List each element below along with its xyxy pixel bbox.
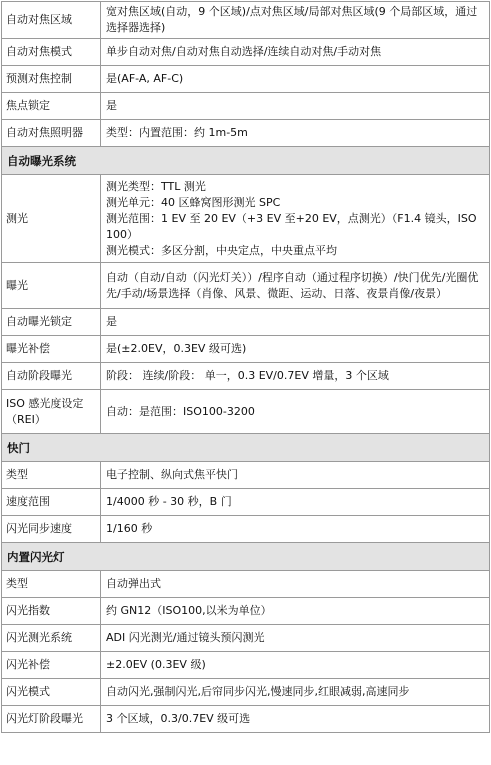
spec-table-body bbox=[2, 2, 490, 733]
spec-value: 类型：内置范围：约 1m-5m bbox=[101, 120, 490, 147]
spec-value: 自动：是范围：ISO100-3200 bbox=[101, 390, 490, 434]
spec-row bbox=[2, 625, 490, 652]
spec-row bbox=[2, 652, 490, 679]
spec-label: 自动对焦照明器 bbox=[2, 120, 101, 147]
spec-label: 自动对焦区域 bbox=[2, 2, 101, 39]
spec-value: 电子控制、纵向式焦平快门 bbox=[101, 462, 490, 489]
spec-row bbox=[2, 462, 490, 489]
section-header-row bbox=[2, 434, 490, 462]
spec-label: 预测对焦控制 bbox=[2, 66, 101, 93]
section-title: 内置闪光灯 bbox=[2, 543, 490, 571]
spec-value: 约 GN12（ISO100,以米为单位） bbox=[101, 598, 490, 625]
spec-value: 是(±2.0EV，0.3EV 级可选) bbox=[101, 336, 490, 363]
spec-label: 自动对焦模式 bbox=[2, 39, 101, 66]
spec-label: 闪光灯阶段曝光 bbox=[2, 706, 101, 733]
spec-label: 测光 bbox=[2, 175, 101, 263]
spec-value-line: 测光类型：TTL 测光 bbox=[106, 179, 206, 193]
spec-value-line: 测光范围：1 EV 至 20 EV（+3 EV 至+20 EV，点测光）（F1.4 镜头，ISO 100） bbox=[106, 211, 477, 241]
spec-value: 是 bbox=[101, 93, 490, 120]
spec-label: 闪光同步速度 bbox=[2, 516, 101, 543]
spec-row bbox=[2, 309, 490, 336]
spec-table bbox=[1, 1, 490, 733]
spec-row bbox=[2, 598, 490, 625]
spec-label: 曝光 bbox=[2, 263, 101, 309]
spec-value: 阶段： 连续/阶段： 单一，0.3 EV/0.7EV 增量，3 个区域 bbox=[101, 363, 490, 390]
spec-row bbox=[2, 120, 490, 147]
spec-value bbox=[101, 175, 490, 263]
section-title: 自动曝光系统 bbox=[2, 147, 490, 175]
spec-row bbox=[2, 336, 490, 363]
spec-row bbox=[2, 39, 490, 66]
spec-value: 是(AF-A, AF-C) bbox=[101, 66, 490, 93]
spec-label: 类型 bbox=[2, 462, 101, 489]
spec-value: ADI 闪光测光/通过镜头预闪测光 bbox=[101, 625, 490, 652]
spec-value: 宽对焦区域(自动，9 个区域)/点对焦区域/局部对焦区域(9 个局部区域，通过选择器选择) bbox=[101, 2, 490, 39]
spec-row bbox=[2, 66, 490, 93]
spec-label: 闪光指数 bbox=[2, 598, 101, 625]
spec-value: ±2.0EV (0.3EV 级) bbox=[101, 652, 490, 679]
spec-value: 自动闪光,强制闪光,后帘同步闪光,慢速同步,红眼减弱,高速同步 bbox=[101, 679, 490, 706]
spec-value: 自动弹出式 bbox=[101, 571, 490, 598]
spec-value-line: 测光模式：多区分割，中央定点，中央重点平均 bbox=[106, 243, 337, 257]
spec-value: 1/4000 秒 - 30 秒，B 门 bbox=[101, 489, 490, 516]
spec-row bbox=[2, 706, 490, 733]
spec-row bbox=[2, 571, 490, 598]
spec-label: ISO 感光度设定（REI） bbox=[2, 390, 101, 434]
spec-label: 类型 bbox=[2, 571, 101, 598]
spec-label: 闪光补偿 bbox=[2, 652, 101, 679]
spec-label: 曝光补偿 bbox=[2, 336, 101, 363]
spec-row bbox=[2, 263, 490, 309]
spec-value: 3 个区域，0.3/0.7EV 级可选 bbox=[101, 706, 490, 733]
spec-value: 自动（自动/自动（闪光灯关））/程序自动（通过程序切换）/快门优先/光圈优先/手动/场景选择（肖像、风景、微距、运动、日落、夜景肖像/夜景） bbox=[101, 263, 490, 309]
section-header-row bbox=[2, 147, 490, 175]
spec-row bbox=[2, 363, 490, 390]
spec-label: 闪光测光系统 bbox=[2, 625, 101, 652]
spec-value-line: 测光单元：40 区蜂窝图形测光 SPC bbox=[106, 195, 281, 209]
section-title: 快门 bbox=[2, 434, 490, 462]
spec-row bbox=[2, 175, 490, 263]
spec-value: 是 bbox=[101, 309, 490, 336]
spec-row bbox=[2, 93, 490, 120]
spec-label: 焦点锁定 bbox=[2, 93, 101, 120]
spec-value: 1/160 秒 bbox=[101, 516, 490, 543]
spec-row bbox=[2, 516, 490, 543]
spec-label: 自动阶段曝光 bbox=[2, 363, 101, 390]
spec-value: 单步自动对焦/自动对焦自动选择/连续自动对焦/手动对焦 bbox=[101, 39, 490, 66]
spec-row bbox=[2, 679, 490, 706]
spec-label: 自动曝光锁定 bbox=[2, 309, 101, 336]
spec-label: 速度范围 bbox=[2, 489, 101, 516]
spec-row bbox=[2, 2, 490, 39]
spec-row bbox=[2, 390, 490, 434]
section-header-row bbox=[2, 543, 490, 571]
spec-row bbox=[2, 489, 490, 516]
spec-label: 闪光模式 bbox=[2, 679, 101, 706]
